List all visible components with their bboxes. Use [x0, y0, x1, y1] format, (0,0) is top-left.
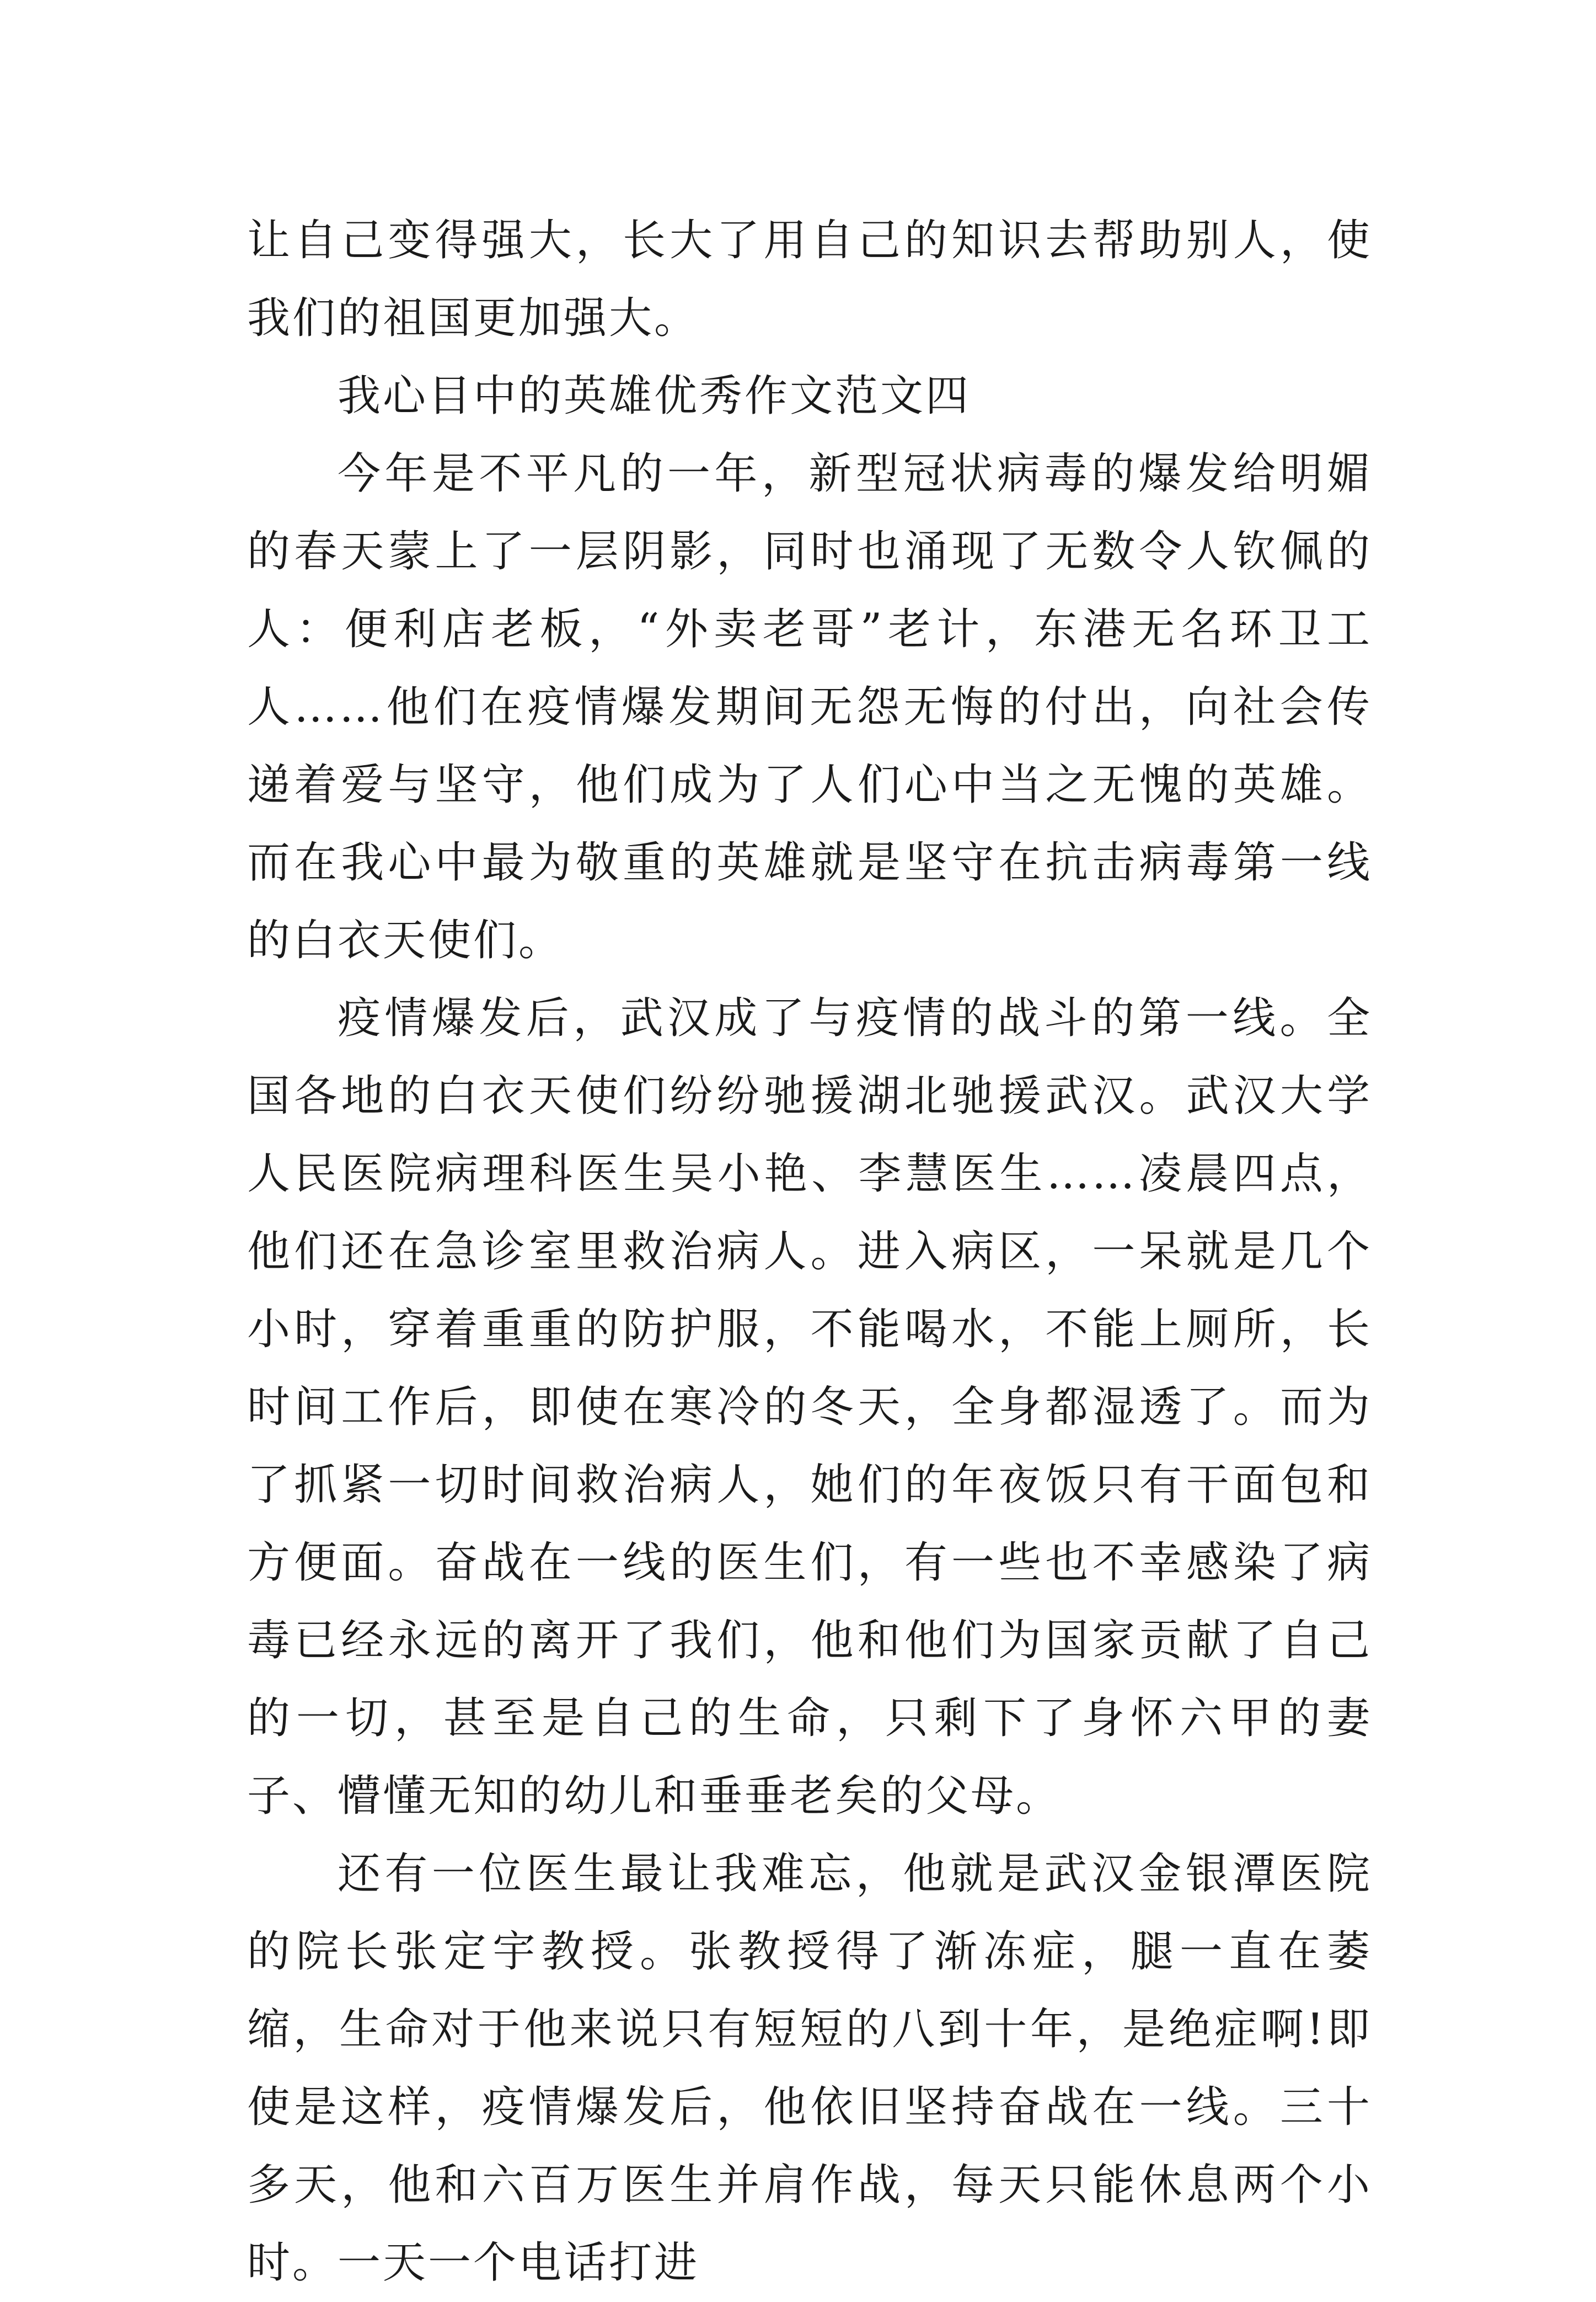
paragraph-continuation: 让自己变得强大，长大了用自己的知识去帮助别人，使我们的祖国更加强大。 [247, 216, 1372, 343]
paragraph-wuhan: 疫情爆发后，武汉成了与疫情的战斗的第一线。全国各地的白衣天使们纷纷驰援湖北驰援武汉。武汉大学人民医院病理科医生吴小艳、李慧医生……凌晨四点，他们还在急诊室里救治病人。进入病区，一呆就是几个小时，穿着重重的防护服，不能喝水，不能上厕所，长时间工作后，即使在寒冷的冬天，全身都湿透了。而为了抓紧一切时间救治病人，她们的年夜饭只有干面包和方便面。奋战在一线的医生们，有一些也不幸感染了病毒已经永远的离开了我们，他和他们为国家贡献了自己的一切，甚至是自己的生命，只剩下了身怀六甲的妻子、懵懂无知的幼儿和垂垂老矣的父母。 [247, 994, 1372, 1821]
document-body [247, 202, 1372, 2302]
essay-title: 我心目中的英雄优秀作文范文四 [338, 371, 971, 421]
paragraph-zhang-dingyu: 还有一位医生最让我难忘，他就是武汉金银潭医院的院长张定宇教授。张教授得了渐冻症，腿一直在萎缩，生命对于他来说只有短短的八到十年，是绝症啊!即使是这样，疫情爆发后，他依旧坚持奋战在一线。三十多天，他和六百万医生并肩作战，每天只能休息两个小时。一天一个电话打进 [247, 1849, 1372, 2288]
paragraph-intro: 今年是不平凡的一年，新型冠状病毒的爆发给明媚的春天蒙上了一层阴影，同时也涌现了无数令人钦佩的人：便利店老板，“外卖老哥”老计，东港无名环卫工人……他们在疫情爆发期间无怨无悔的付出，向社会传递着爱与坚守，他们成为了人们心中当之无愧的英雄。而在我心中最为敬重的英雄就是坚守在抗击病毒第一线的白衣天使们。 [247, 449, 1372, 965]
